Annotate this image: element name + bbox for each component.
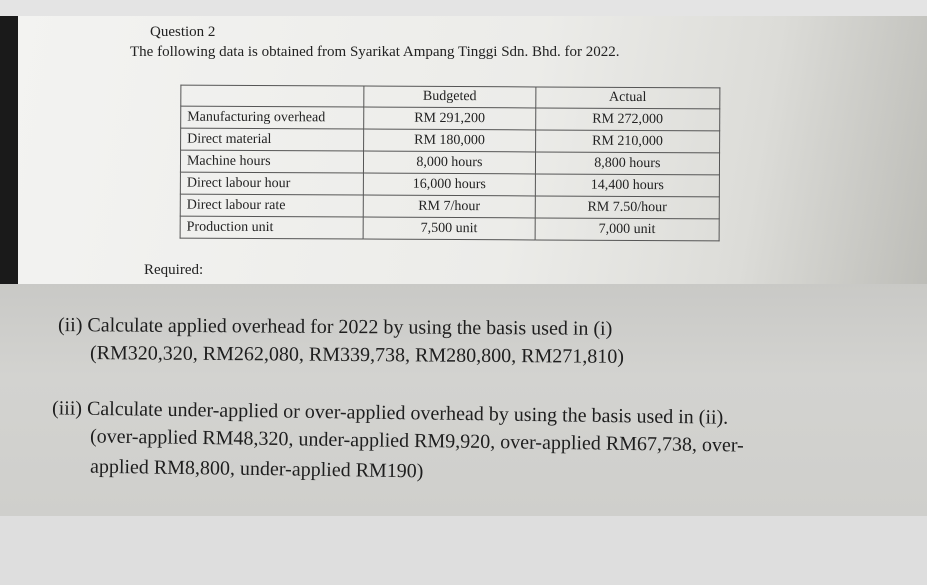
question-title: Question 2 xyxy=(150,24,216,40)
actual-value: 7,000 unit xyxy=(535,218,719,241)
header-actual: Actual xyxy=(536,87,720,109)
budgeted-value: RM 180,000 xyxy=(364,129,536,152)
row-label: Manufacturing overhead xyxy=(181,106,364,129)
budgeted-value: 8,000 hours xyxy=(363,151,535,174)
part-ii-question: (ii) Calculate applied overhead for 2022 by using the basis used in (i) xyxy=(57,314,613,340)
actual-value: 8,800 hours xyxy=(535,152,719,175)
data-table xyxy=(180,85,721,242)
row-label: Direct labour hour xyxy=(180,172,363,195)
bottom-border xyxy=(0,516,927,585)
top-border xyxy=(0,0,927,16)
budgeted-value: RM 291,200 xyxy=(364,107,536,130)
question-intro: The following data is obtained from Syarikat Ampang Tinggi Sdn. Bhd. for 2022. xyxy=(130,44,620,60)
table-row xyxy=(181,128,720,153)
budgeted-value: RM 7/hour xyxy=(363,195,535,218)
part-ii-answer: (RM320,320, RM262,080, RM339,738, RM280,800, RM271,810) xyxy=(89,342,625,368)
actual-value: 14,400 hours xyxy=(535,174,719,197)
header-budgeted: Budgeted xyxy=(364,86,536,108)
table-row xyxy=(180,194,719,219)
part-iii-question: (iii) Calculate under-applied or over-applied overhead by using the basis used in (ii). xyxy=(51,397,729,429)
row-label: Direct material xyxy=(181,128,364,151)
table-header-row xyxy=(181,85,720,109)
row-label: Production unit xyxy=(180,216,363,239)
actual-value: RM 210,000 xyxy=(535,130,719,153)
part-iii-answer-line2: applied RM8,800, under-applied RM190) xyxy=(89,455,424,483)
budgeted-value: 7,500 unit xyxy=(363,217,535,240)
budgeted-value: 16,000 hours xyxy=(363,173,535,196)
table-row xyxy=(180,172,719,197)
table-row xyxy=(180,150,719,175)
table-row xyxy=(181,106,720,131)
actual-value: RM 272,000 xyxy=(535,108,719,131)
part-iii-answer-line1: (over-applied RM48,320, under-applied RM9,920, over-applied RM67,738, over- xyxy=(89,425,744,457)
row-label: Machine hours xyxy=(180,150,363,173)
required-label: Required: xyxy=(144,262,204,278)
actual-value: RM 7.50/hour xyxy=(535,196,719,219)
header-blank xyxy=(181,85,364,107)
table-row xyxy=(180,216,719,241)
row-label: Direct labour rate xyxy=(180,194,363,217)
